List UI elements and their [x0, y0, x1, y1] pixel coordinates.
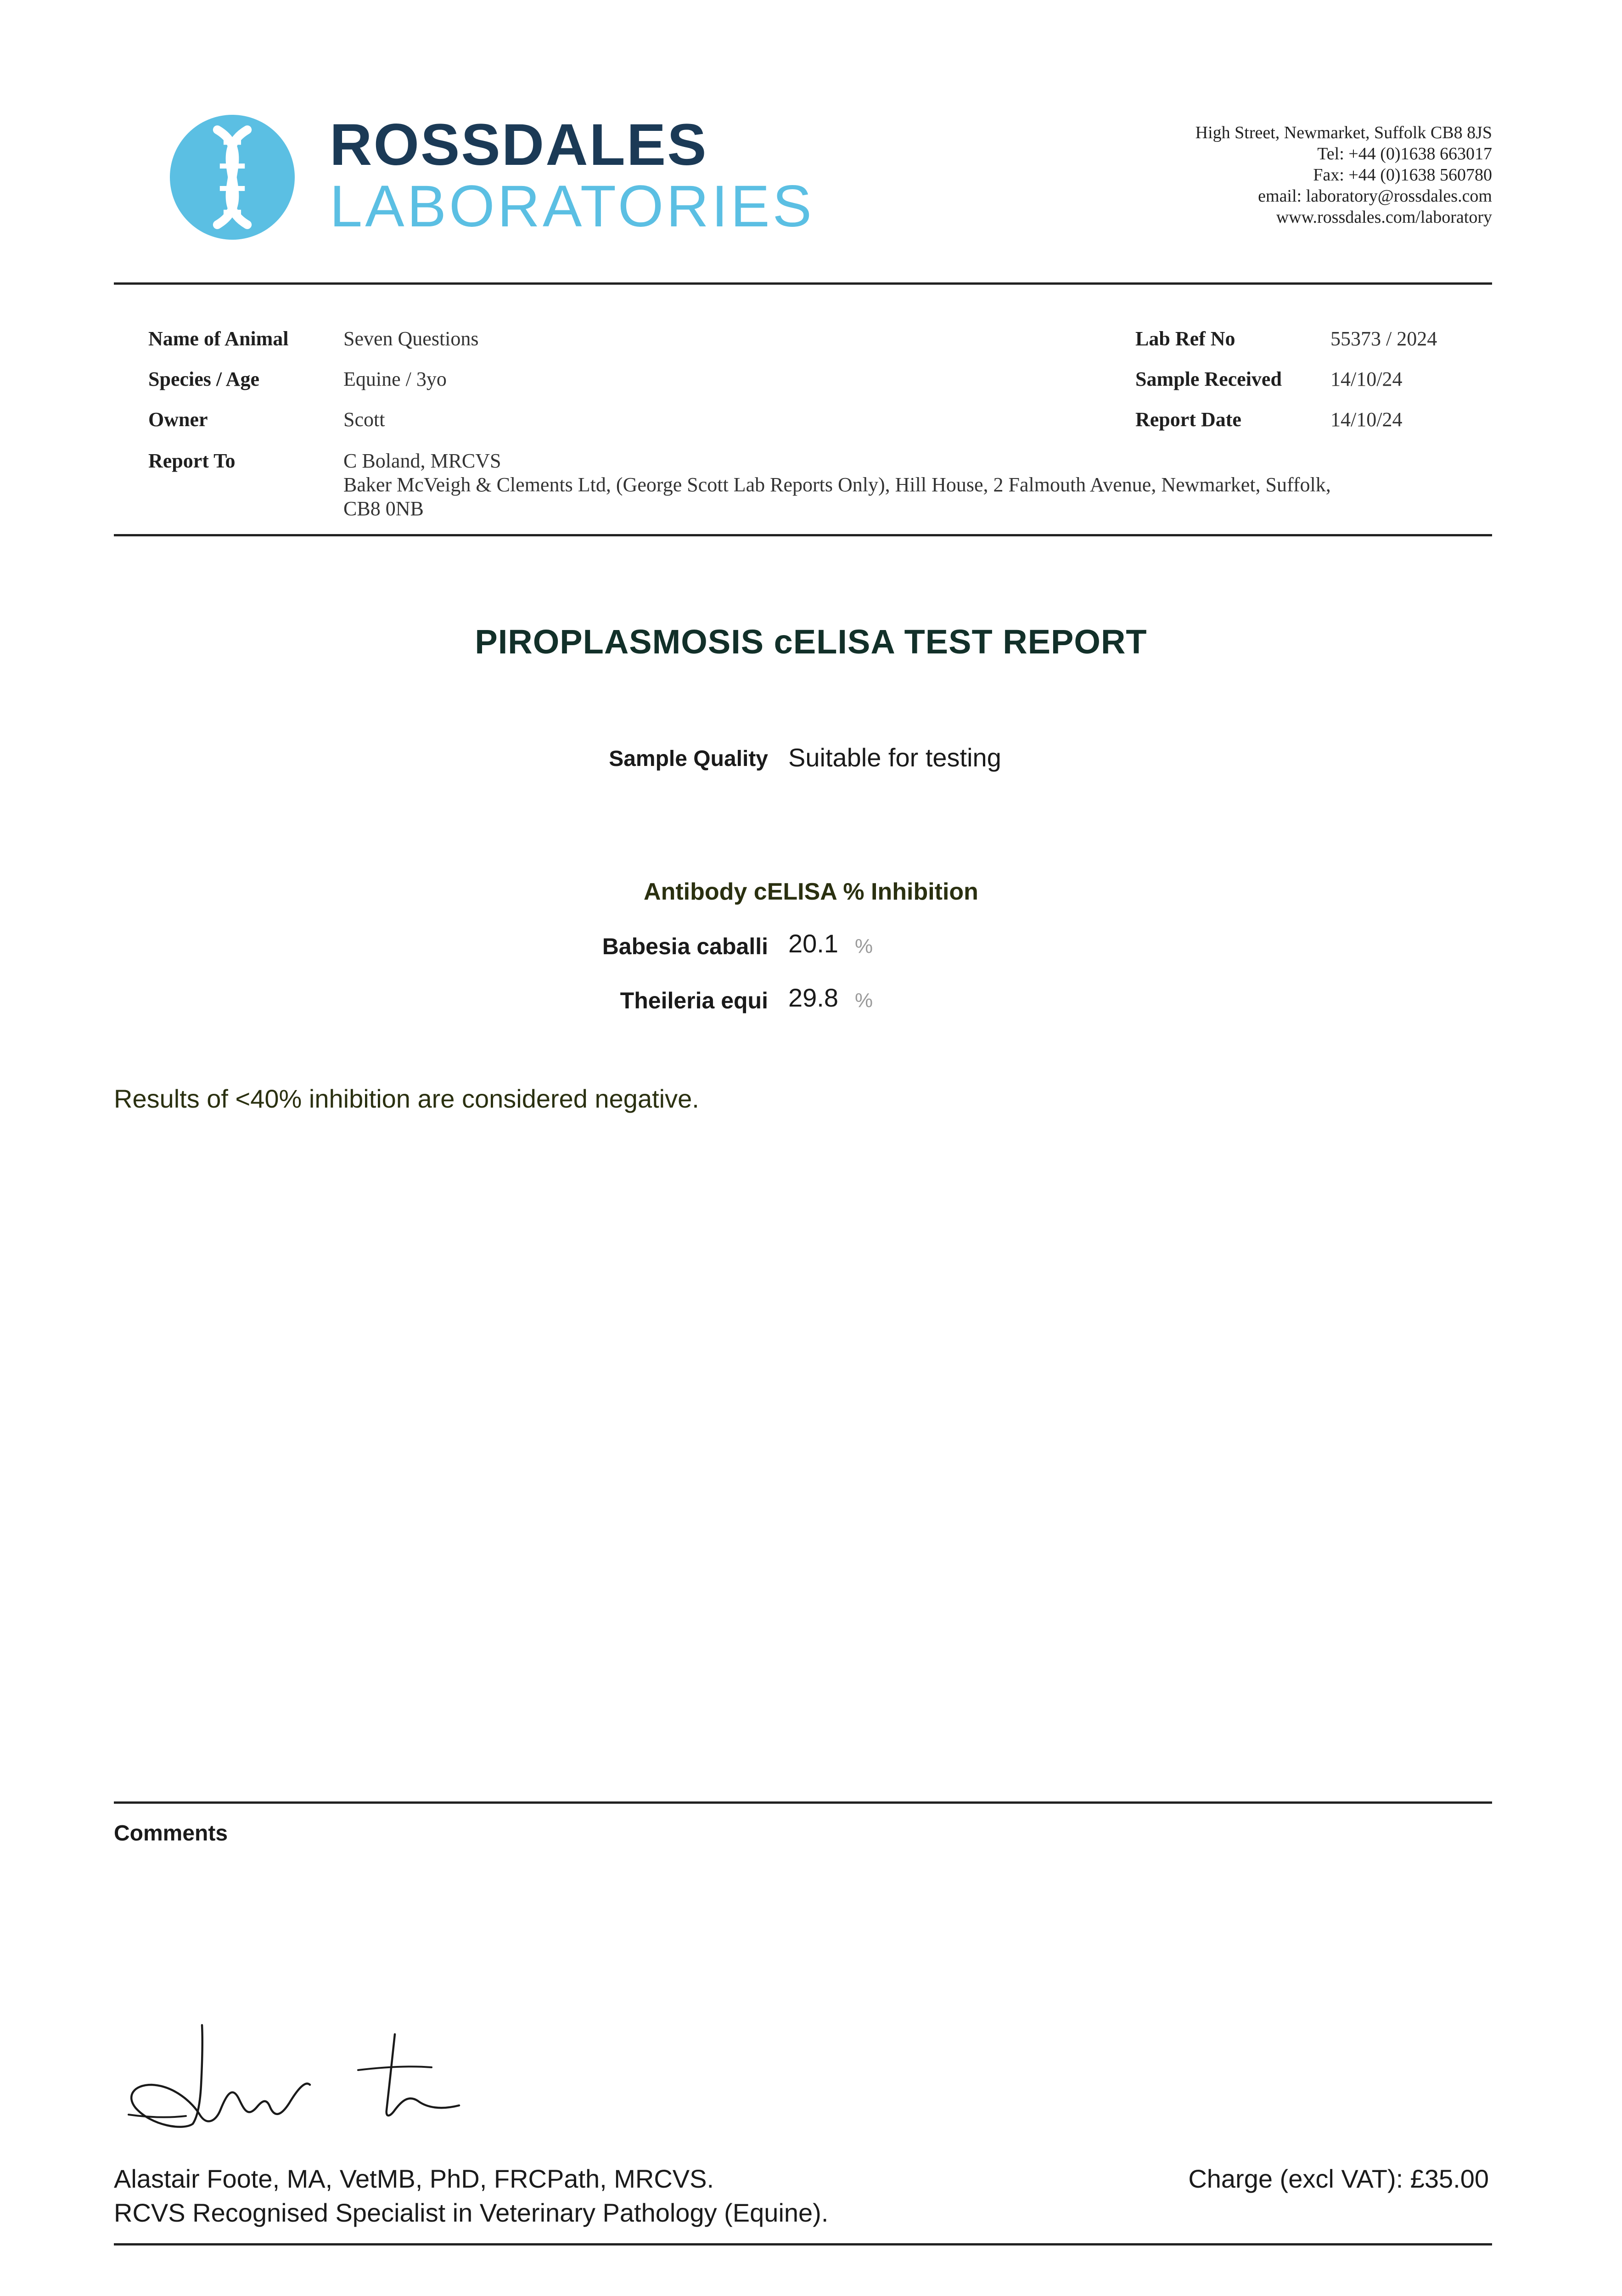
- babesia-caballi-unit: %: [855, 935, 873, 957]
- owner-label: Owner: [148, 408, 208, 431]
- signatory-role: RCVS Recognised Specialist in Veterinary Pathology (Equine).: [114, 2198, 829, 2227]
- report-date-label: Report Date: [1135, 408, 1241, 431]
- address-fax: Fax: +44 (0)1638 560780: [1313, 165, 1492, 185]
- name-of-animal-value: Seven Questions: [343, 327, 479, 350]
- comments-divider: [114, 1801, 1492, 1804]
- lab-ref-label: Lab Ref No: [1135, 327, 1235, 350]
- brand-name-line2: LABORATORIES: [330, 174, 814, 239]
- sample-quality-value: Suitable for testing: [788, 743, 1001, 772]
- owner-value: Scott: [343, 408, 385, 431]
- comments-label: Comments: [114, 1821, 228, 1846]
- theileria-equi-unit: %: [855, 989, 873, 1012]
- report-to-value: [343, 449, 1468, 521]
- report-title: PIROPLASMOSIS cELISA TEST REPORT: [475, 623, 1147, 661]
- address-line: High Street, Newmarket, Suffolk CB8 8JS: [1195, 123, 1492, 142]
- babesia-caballi-value: 20.1: [788, 929, 838, 958]
- brand-name-line1: ROSSDALES: [330, 112, 708, 178]
- lab-ref-value: 55373 / 2024: [1330, 327, 1437, 350]
- lab-address: [1195, 122, 1492, 228]
- address-email: email: laboratory@rossdales.com: [1258, 186, 1492, 206]
- footer-divider: [114, 2243, 1492, 2245]
- theileria-equi-label: Theileria equi: [620, 988, 768, 1013]
- species-age-label: Species / Age: [148, 368, 259, 390]
- info-divider: [114, 534, 1492, 536]
- dna-helix-icon: [170, 115, 295, 240]
- address-website: www.rossdales.com/laboratory: [1276, 208, 1492, 227]
- name-of-animal-label: Name of Animal: [148, 327, 289, 350]
- report-date-value: 14/10/24: [1330, 408, 1403, 431]
- report-to-address: Baker McVeigh & Clements Ltd, (George Scott Lab Reports Only), Hill House, 2 Falmouth Avenue, Newmarket, Suffolk,: [343, 473, 1331, 496]
- interpretation-note: Results of <40% inhibition are considered negative.: [114, 1084, 699, 1113]
- report-to-label: Report To: [148, 450, 236, 472]
- header-divider: [114, 282, 1492, 285]
- theileria-equi-value: 29.8: [788, 983, 838, 1012]
- report-to-postcode: CB8 0NB: [343, 497, 424, 520]
- report-to-recipient: C Boland, MRCVS: [343, 450, 501, 472]
- sample-received-value: 14/10/24: [1330, 368, 1403, 390]
- charge-amount: Charge (excl VAT): £35.00: [1188, 2164, 1489, 2193]
- babesia-caballi-label: Babesia caballi: [602, 934, 768, 959]
- sample-received-label: Sample Received: [1135, 368, 1282, 390]
- antibody-heading: Antibody cELISA % Inhibition: [644, 878, 978, 905]
- species-age-value: Equine / 3yo: [343, 368, 447, 390]
- signature-image: [124, 2016, 473, 2144]
- sample-quality-label: Sample Quality: [609, 747, 768, 771]
- address-phone: Tel: +44 (0)1638 663017: [1317, 144, 1492, 163]
- signatory-name: Alastair Foote, MA, VetMB, PhD, FRCPath, MRCVS.: [114, 2164, 714, 2193]
